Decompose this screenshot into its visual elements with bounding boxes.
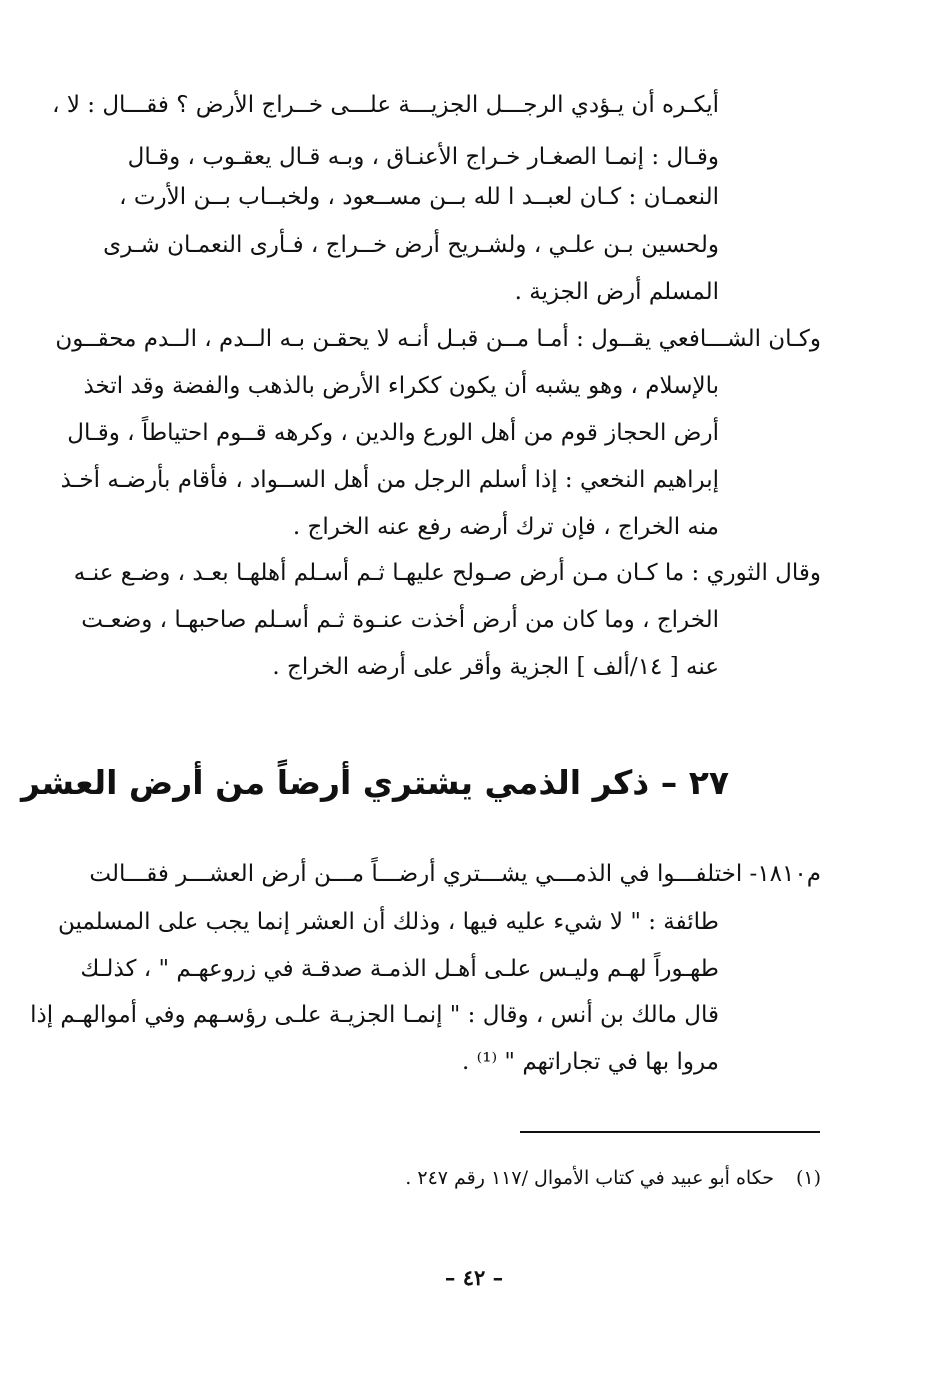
text-line: أرض الحجاز قوم من أهل الورع والدين ، وكرهه قــوم احتياطاً ، وقـال <box>67 420 719 446</box>
text-line: وقـال : إنمـا الصغـار خـراج الأعنـاق ، وبـه قـال يعقـوب ، وقـال <box>127 144 719 170</box>
text-line: أيكـره أن يـؤدي الرجـــل الجزيـــة علـــى خــراج الأرض ؟ فقـــال : لا ، <box>52 92 719 118</box>
text-line: إبراهيم النخعي : إذا أسلم الرجل من أهل الســواد ، فأقام بأرضـه أخـذ <box>60 467 719 493</box>
footnote <box>405 1163 821 1193</box>
text-line: قال مالك بن أنس ، وقال : " إنمـا الجزيـة علـى رؤسـهم وفي أموالهـم إذا <box>30 1002 719 1028</box>
footnote-number: (١) <box>795 1167 821 1189</box>
text-line: المسلم أرض الجزية . <box>514 279 719 305</box>
text-line: طائفة : " لا شيء عليه فيها ، وذلك أن العشر إنما يجب على المسلمين <box>57 909 719 935</box>
text-line: الخراج ، وما كان من أرض أخذت عنـوة ثـم أسـلم صاحبهـا ، وضعـت <box>81 607 719 633</box>
page-number: – ٤٢ – <box>444 1265 504 1290</box>
text-line: مروا بها في تجاراتهم " ⁽¹⁾ . <box>461 1049 719 1075</box>
text-line: منه الخراج ، فإن ترك أرضه رفع عنه الخراج . <box>292 514 719 540</box>
section-heading: ٢٧ – ذكر الذمي يشتري أرضاً من أرض العشر <box>20 763 729 802</box>
text-line: بالإسلام ، وهو يشبه أن يكون ككراء الأرض بالذهب والفضة وقد اتخذ <box>83 373 719 399</box>
footnote-text: حكاه أبو عبيد في كتاب الأموال /١١٧ رقم ٢٤٧ . <box>405 1167 774 1189</box>
text-line: ولحسين بـن علـي ، ولشـريح أرض خــراج ، فـأرى النعمـان شـرى <box>103 232 719 258</box>
text-line: وكـان الشـــافعي يقــول : أمـا مــن قبـل أنـه لا يحقـن بـه الــدم ، الــدم محقــون <box>55 326 821 352</box>
text-line: وقال الثوري : ما كـان مـن أرض صـولح عليهـا ثـم أسـلم أهلهـا بعـد ، وضـع عنـه <box>73 560 821 586</box>
text-line: طهـوراً لهـم وليـس علـى أهـل الذمـة صدقـة في زروعهـم " ، كذلـك <box>80 956 719 982</box>
text-line: النعمـان : كـان لعبــد ا لله بــن مســعود ، ولخبــاب بــن الأرت ، <box>119 184 719 210</box>
footnote-separator <box>520 1131 820 1133</box>
text-line: م١٨١٠- اختلفـــوا في الذمـــي يشـــتري أرضـــاً مـــن أرض العشـــر فقـــالت <box>89 861 821 887</box>
text-line: عنه [ ١٤/ألف ] الجزية وأقر على أرضه الخراج . <box>272 654 719 680</box>
